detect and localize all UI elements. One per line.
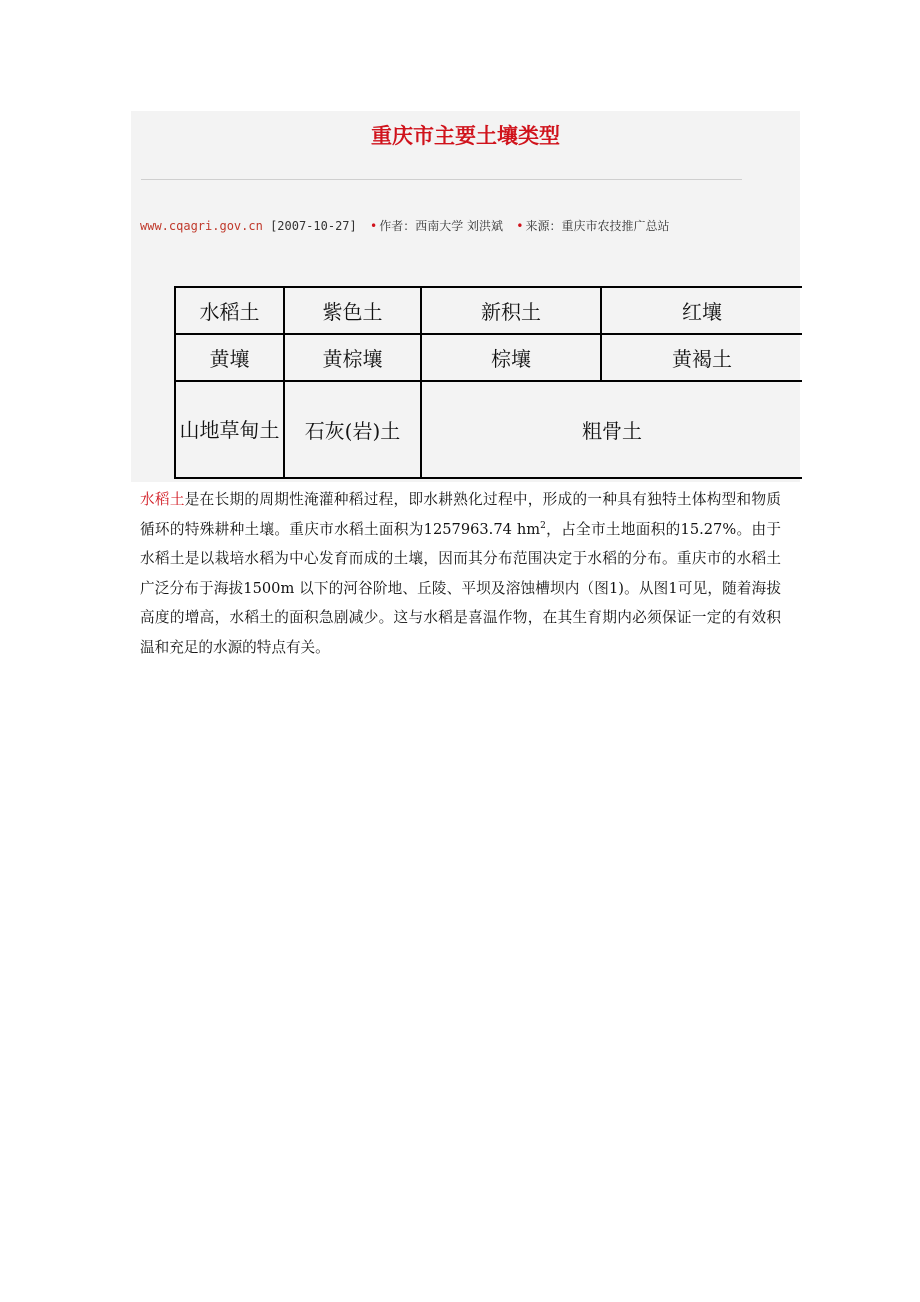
table-row [175, 287, 802, 334]
table-cell: 紫色土 [284, 287, 421, 334]
bullet-icon: • [516, 219, 524, 233]
table-row [175, 334, 802, 381]
source-url-link[interactable]: www.cqagri.gov.cn [140, 219, 263, 233]
table-cell: 红壤 [601, 287, 802, 334]
table-cell: 黄褐土 [601, 334, 802, 381]
area-unit-superscript: 2 [540, 520, 546, 531]
soil-types-table [174, 286, 802, 479]
bullet-icon: • [370, 219, 378, 233]
table-cell: 棕壤 [421, 334, 601, 381]
table-row [175, 381, 802, 478]
article-meta [140, 216, 670, 236]
body-text-part1: 是在长期的周期性淹灌种稻过程，即水耕熟化过程中，形成的一种具有独特土体构型和物质循环的特殊耕种土壤。重庆市水稻土面积为1257963.74 hm [140, 491, 781, 538]
table-cell: 新积土 [421, 287, 601, 334]
table-cell: 黄棕壤 [284, 334, 421, 381]
author-text: 作者：西南大学 刘洪斌 [379, 219, 504, 233]
highlighted-term-link[interactable]: 水稻土 [140, 491, 185, 508]
table-cell: 黄壤 [175, 334, 284, 381]
publish-date: [2007-10-27] [270, 219, 357, 233]
title-divider [141, 179, 742, 180]
table-cell: 石灰(岩)土 [284, 381, 421, 478]
table-cell: 粗骨土 [421, 381, 802, 478]
page-title: 重庆市主要土壤类型 [371, 124, 560, 148]
table-cell: 山地草甸土 [175, 381, 284, 478]
source-text: 来源：重庆市农技推广总站 [525, 219, 670, 233]
table-cell: 水稻土 [175, 287, 284, 334]
article-body [140, 485, 781, 662]
body-text-part2: ，占全市土地面积的15.27%。由于水稻土是以栽培水稻为中心发育而成的土壤，因而其分布范围决定于水稻的分布。重庆市的水稻土广泛分布于海拔1500m 以下的河谷阶地、丘陵、平坝及溶蚀槽坝内（图1)。从图1可见，随着海拔高度的增高，水稻土的面积急剧减少。这与水稻是喜温作物，在其生育期内必须保证一定的有效积温和充足的水源的特点有关。 [140, 520, 781, 656]
